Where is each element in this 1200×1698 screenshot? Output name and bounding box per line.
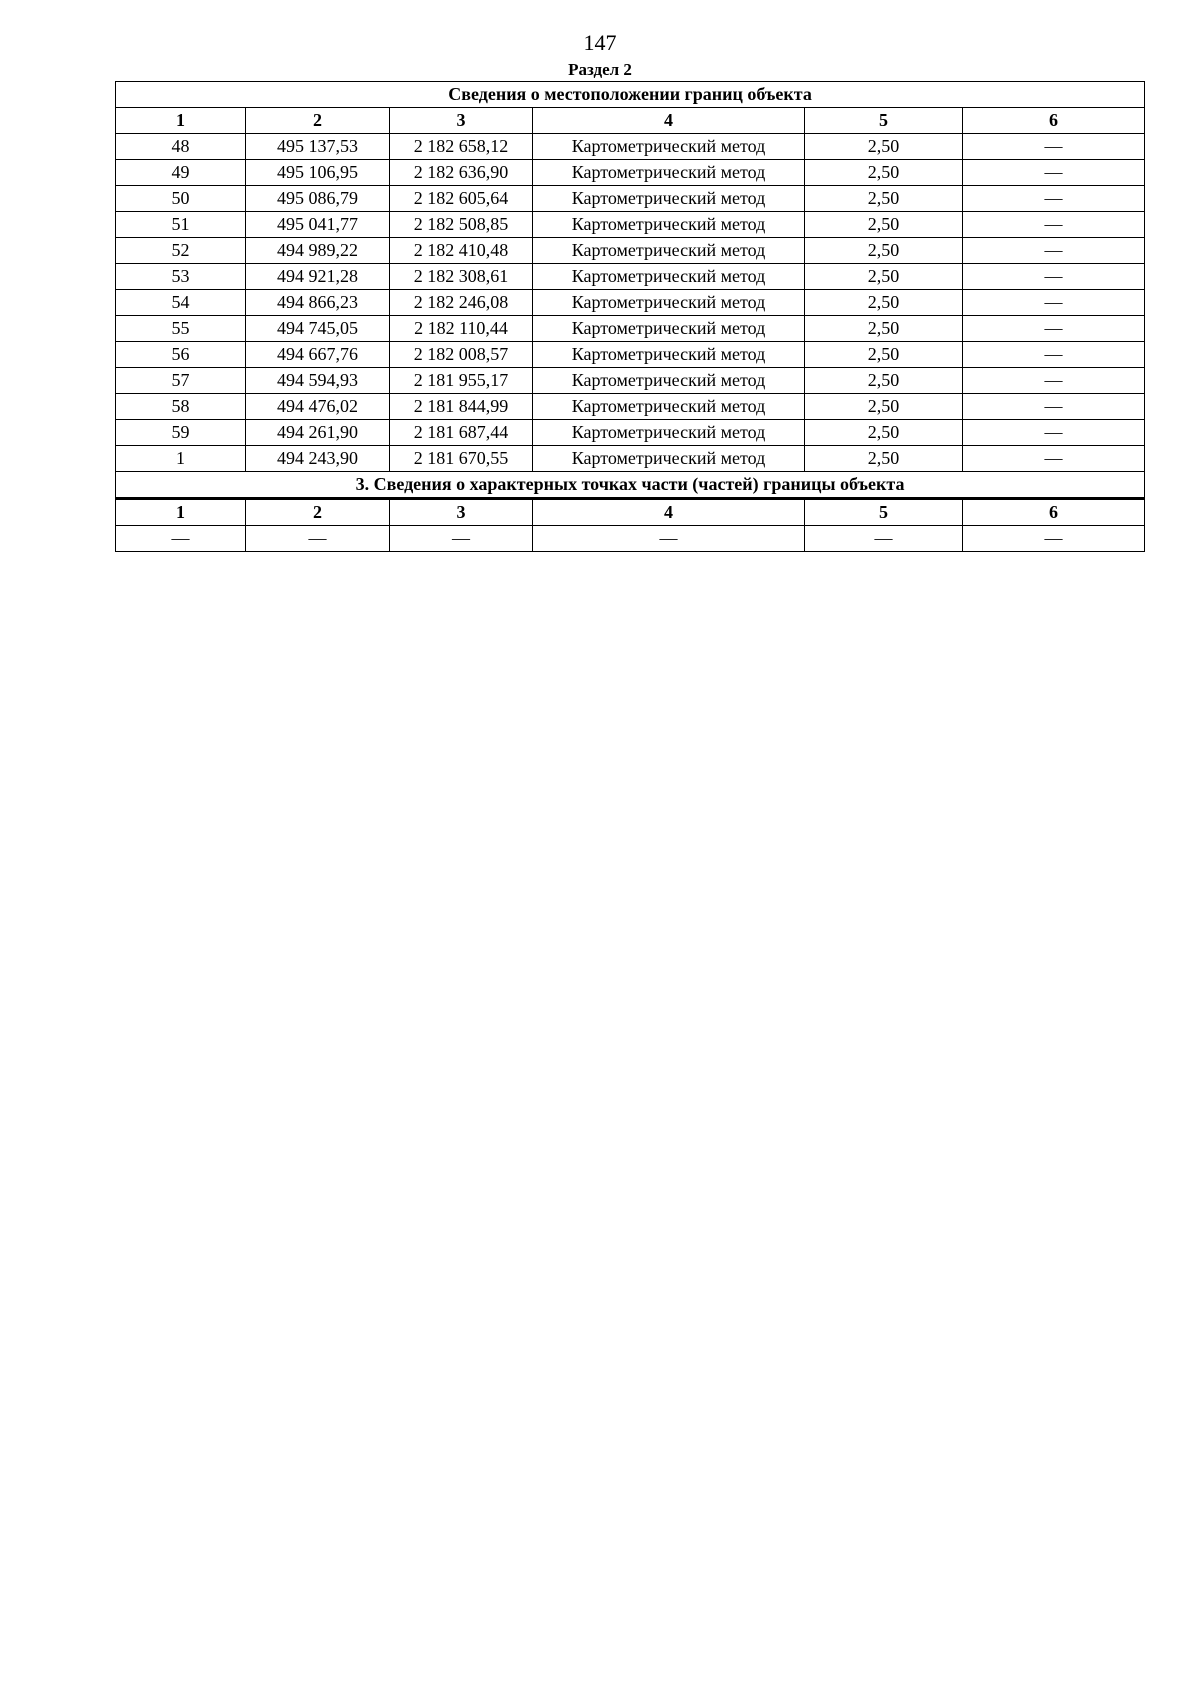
table-cell: — xyxy=(805,526,963,552)
table-cell: 494 745,05 xyxy=(246,316,390,342)
table-row xyxy=(116,264,1145,290)
boundary-table-body xyxy=(116,82,1145,552)
table-cell: — xyxy=(963,526,1145,552)
table-cell: 2,50 xyxy=(805,212,963,238)
table-cell: 55 xyxy=(116,316,246,342)
table-cell: 54 xyxy=(116,290,246,316)
table1-header-cell: 6 xyxy=(963,108,1145,134)
table1-header-row xyxy=(116,108,1145,134)
table-row xyxy=(116,394,1145,420)
table-cell: — xyxy=(963,446,1145,472)
table-cell: — xyxy=(963,186,1145,212)
table-cell: 48 xyxy=(116,134,246,160)
table-cell: 2 182 508,85 xyxy=(390,212,533,238)
table1-header-cell: 4 xyxy=(533,108,805,134)
table-cell: 2,50 xyxy=(805,394,963,420)
table-row xyxy=(116,526,1145,552)
table-cell: 2 182 308,61 xyxy=(390,264,533,290)
table-cell: 59 xyxy=(116,420,246,446)
table2-header-cell: 3 xyxy=(390,499,533,526)
table1-header-cell: 1 xyxy=(116,108,246,134)
page-number: 147 xyxy=(583,30,617,55)
table2-header-cell: 5 xyxy=(805,499,963,526)
table-cell: — xyxy=(963,160,1145,186)
table-cell: Картометрический метод xyxy=(533,446,805,472)
table-cell: Картометрический метод xyxy=(533,342,805,368)
table-cell: — xyxy=(963,368,1145,394)
table-cell: Картометрический метод xyxy=(533,186,805,212)
table-cell: 2,50 xyxy=(805,264,963,290)
table-row xyxy=(116,316,1145,342)
table-cell: 2,50 xyxy=(805,316,963,342)
table-cell: 494 594,93 xyxy=(246,368,390,394)
table2-header-cell: 1 xyxy=(116,499,246,526)
table-cell: — xyxy=(963,212,1145,238)
table-cell: — xyxy=(533,526,805,552)
table-cell: 2 182 636,90 xyxy=(390,160,533,186)
table2-header-row xyxy=(116,499,1145,526)
table-cell: Картометрический метод xyxy=(533,394,805,420)
table-row xyxy=(116,290,1145,316)
table-cell: 2,50 xyxy=(805,160,963,186)
table-cell: Картометрический метод xyxy=(533,134,805,160)
table-cell: Картометрический метод xyxy=(533,264,805,290)
table-cell: Картометрический метод xyxy=(533,368,805,394)
table-row xyxy=(116,342,1145,368)
table-cell: 495 086,79 xyxy=(246,186,390,212)
table-cell: 2 182 008,57 xyxy=(390,342,533,368)
table-row xyxy=(116,134,1145,160)
table-cell: — xyxy=(116,526,246,552)
table-cell: 53 xyxy=(116,264,246,290)
table-cell: 2,50 xyxy=(805,238,963,264)
table-cell: 50 xyxy=(116,186,246,212)
table-cell: 2,50 xyxy=(805,186,963,212)
table-cell: 51 xyxy=(116,212,246,238)
table-cell: Картометрический метод xyxy=(533,212,805,238)
table1-header-cell: 3 xyxy=(390,108,533,134)
table-cell: 57 xyxy=(116,368,246,394)
table-cell: — xyxy=(963,316,1145,342)
table-cell: 2 181 670,55 xyxy=(390,446,533,472)
table-cell: — xyxy=(963,134,1145,160)
table1-caption-row xyxy=(116,82,1145,108)
table-cell: 2 182 410,48 xyxy=(390,238,533,264)
table-cell: 2,50 xyxy=(805,446,963,472)
table-row xyxy=(116,420,1145,446)
table-cell: 2,50 xyxy=(805,368,963,394)
table-cell: — xyxy=(246,526,390,552)
table-cell: 2 182 658,12 xyxy=(390,134,533,160)
table-cell: Картометрический метод xyxy=(533,420,805,446)
table-cell: 495 041,77 xyxy=(246,212,390,238)
table-cell: 495 137,53 xyxy=(246,134,390,160)
table-cell: — xyxy=(963,394,1145,420)
table-cell: 494 261,90 xyxy=(246,420,390,446)
table2-caption-row xyxy=(116,472,1145,499)
table-cell: — xyxy=(963,290,1145,316)
table-cell: 494 476,02 xyxy=(246,394,390,420)
table-cell: 2 181 955,17 xyxy=(390,368,533,394)
table-row xyxy=(116,212,1145,238)
table-cell: 2 182 605,64 xyxy=(390,186,533,212)
table-cell: — xyxy=(963,342,1145,368)
table-cell: Картометрический метод xyxy=(533,238,805,264)
table-cell: 494 667,76 xyxy=(246,342,390,368)
table-cell: 52 xyxy=(116,238,246,264)
table-cell: 2 182 246,08 xyxy=(390,290,533,316)
table-cell: 494 866,23 xyxy=(246,290,390,316)
table-cell: 494 243,90 xyxy=(246,446,390,472)
table-cell: Картометрический метод xyxy=(533,160,805,186)
table1-header-cell: 2 xyxy=(246,108,390,134)
table2-caption: 3. Сведения о характерных точках части (частей) границы объекта xyxy=(116,472,1145,499)
table-cell: 494 921,28 xyxy=(246,264,390,290)
boundary-table xyxy=(115,81,1145,552)
table-cell: Картометрический метод xyxy=(533,316,805,342)
table-row xyxy=(116,446,1145,472)
table2-header-cell: 4 xyxy=(533,499,805,526)
table-cell: — xyxy=(963,238,1145,264)
table-row xyxy=(116,368,1145,394)
table1-header-cell: 5 xyxy=(805,108,963,134)
table-cell: 494 989,22 xyxy=(246,238,390,264)
table-cell: — xyxy=(963,420,1145,446)
table-cell: 2,50 xyxy=(805,134,963,160)
table-row xyxy=(116,160,1145,186)
table-cell: — xyxy=(390,526,533,552)
table-cell: 2 182 110,44 xyxy=(390,316,533,342)
table-cell: — xyxy=(963,264,1145,290)
table-cell: Картометрический метод xyxy=(533,290,805,316)
table-cell: 2,50 xyxy=(805,420,963,446)
table-cell: 495 106,95 xyxy=(246,160,390,186)
table-row xyxy=(116,238,1145,264)
table-cell: 2,50 xyxy=(805,290,963,316)
table-cell: 2 181 844,99 xyxy=(390,394,533,420)
table2-header-cell: 2 xyxy=(246,499,390,526)
table-cell: 56 xyxy=(116,342,246,368)
table-cell: 58 xyxy=(116,394,246,420)
table1-caption: Сведения о местоположении границ объекта xyxy=(116,82,1145,108)
table-cell: 49 xyxy=(116,160,246,186)
table-row xyxy=(116,186,1145,212)
table-cell: 2 181 687,44 xyxy=(390,420,533,446)
table-cell: 1 xyxy=(116,446,246,472)
table-cell: 2,50 xyxy=(805,342,963,368)
table2-header-cell: 6 xyxy=(963,499,1145,526)
section-title: Раздел 2 xyxy=(568,60,632,79)
